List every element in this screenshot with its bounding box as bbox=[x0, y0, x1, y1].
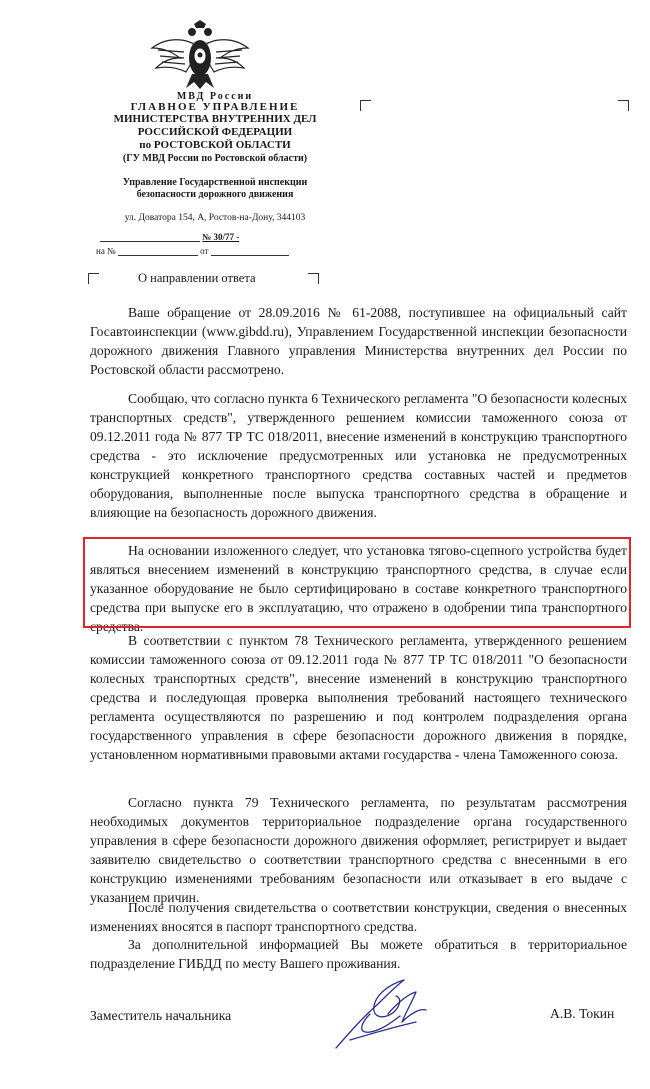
eagle-emblem-icon bbox=[150, 18, 250, 90]
ministry-line: РОССИЙСКОЙ ФЕДЕРАЦИИ bbox=[137, 126, 293, 138]
ministry-line: по РОСТОВСКОЙ ОБЛАСТИ bbox=[139, 139, 291, 151]
reply-to-line bbox=[96, 246, 289, 256]
signatory-position: Заместитель начальника bbox=[90, 1008, 232, 1023]
na-blank bbox=[118, 246, 198, 256]
highlight-box bbox=[83, 537, 631, 628]
outgoing-number: № 30/77 - bbox=[202, 232, 240, 242]
paragraph-3-highlighted: На основании изложенного следует, что установка тягово-сцепного устройства будет являться внесением изменений в конструкцию транспортного средства, в случае если указанное оборудование не было сертифицировано в составе конкретного транспортного средства при выпуске его в эксплуатацию, что отражено в одобрении типа транспортного средства. bbox=[90, 543, 627, 634]
paragraph-1: Ваше обращение от 28.09.2016 № 61-2088, поступившее на официальный сайт Госавтоинспекции (www.gibdd.ru), Управлением Государственной инспекции безопасности дорожного движения Главного управления Министерства внутренних дел России по Ростовской области рассмотрено. bbox=[90, 305, 627, 377]
addressee-corner-right bbox=[618, 100, 629, 111]
na-label: на № bbox=[96, 246, 116, 256]
outgoing-number-line bbox=[100, 232, 239, 242]
mvd-label: МВД России bbox=[176, 91, 254, 102]
gu-label: ГЛАВНОЕ УПРАВЛЕНИЕ bbox=[130, 101, 300, 113]
paragraph-6: После получения свидетельства о соответствии конструкции, сведения о внесенных изменениях вносятся в паспорт транспортного средства. bbox=[90, 900, 627, 934]
paragraph-5: Согласно пункта 79 Технического регламента, по результатам рассмотрения необходимых документов территориальное подразделение органа государственного управления в сфере безопасности дорожного движения оформляет, регистрирует и выдает заявителю свидетельство о соответствии транспортного средства с внесенными в его конструкцию изменениями требованиям безопасности или отказывает в его выдаче с указанием причин. bbox=[90, 795, 627, 905]
department-line: безопасности дорожного движения bbox=[136, 189, 294, 200]
signatory-name: А.В. Токин bbox=[550, 1006, 615, 1021]
gu-short-name bbox=[100, 152, 330, 165]
paragraph-7: За дополнительной информацией Вы можете обратиться в территориальное подразделение ГИБДД по месту Вашего проживания. bbox=[90, 937, 627, 971]
addressee-corner-left bbox=[360, 100, 371, 111]
department-line: Управление Государственной инспекции bbox=[122, 177, 308, 188]
ot-label: от bbox=[200, 246, 209, 256]
ministry-block bbox=[100, 113, 330, 152]
letter-subject: О направлении ответа bbox=[138, 271, 256, 285]
handwritten-signature bbox=[330, 970, 440, 1060]
sender-address: ул. Доватора 154, А, Ростов-на-Дону, 344103 bbox=[124, 213, 306, 223]
paragraph-2: Сообщаю, что согласно пункта 6 Технического регламента "О безопасности колесных транспортных средств", утвержденного решением комиссии таможенного союза от 09.12.2011 года № 877 ТР ТС 018/2011, внесение изменений в конструкцию транспортного средства - это исключение предусмотренных или установка не предусмотренных конструкцией конкретного транспортного средства составных частей и предметов оборудования, выполненные после выпуска транспортного средства в обращение и влияющие на безопасность дорожного движения. bbox=[90, 391, 627, 520]
subject-corner-right bbox=[308, 273, 319, 284]
paragraph-4: В соответствии с пунктом 78 Технического регламента, утвержденного решением комиссии таможенного союза от 09.12.2011 года № 877 ТР ТС 018/2011 "О безопасности колесных транспортных средств", внесение изменений в конструкцию транспортного средства и последующая проверка выполнения требований настоящего технического регламента осуществляются по разрешению и под контролем подразделения органа государственного управления в сфере безопасности дорожного движения в порядке, установленном нормативными правовыми актами государства - члена Таможенного союза. bbox=[90, 633, 627, 762]
gu-short-label: (ГУ МВД России по Ростовской области) bbox=[122, 153, 308, 164]
subject-corner-left bbox=[88, 273, 99, 284]
ot-blank bbox=[211, 246, 289, 256]
date-blank bbox=[100, 232, 200, 242]
department-block bbox=[100, 177, 330, 201]
ministry-line: МИНИСТЕРСТВА ВНУТРЕННИХ ДЕЛ bbox=[113, 113, 317, 125]
